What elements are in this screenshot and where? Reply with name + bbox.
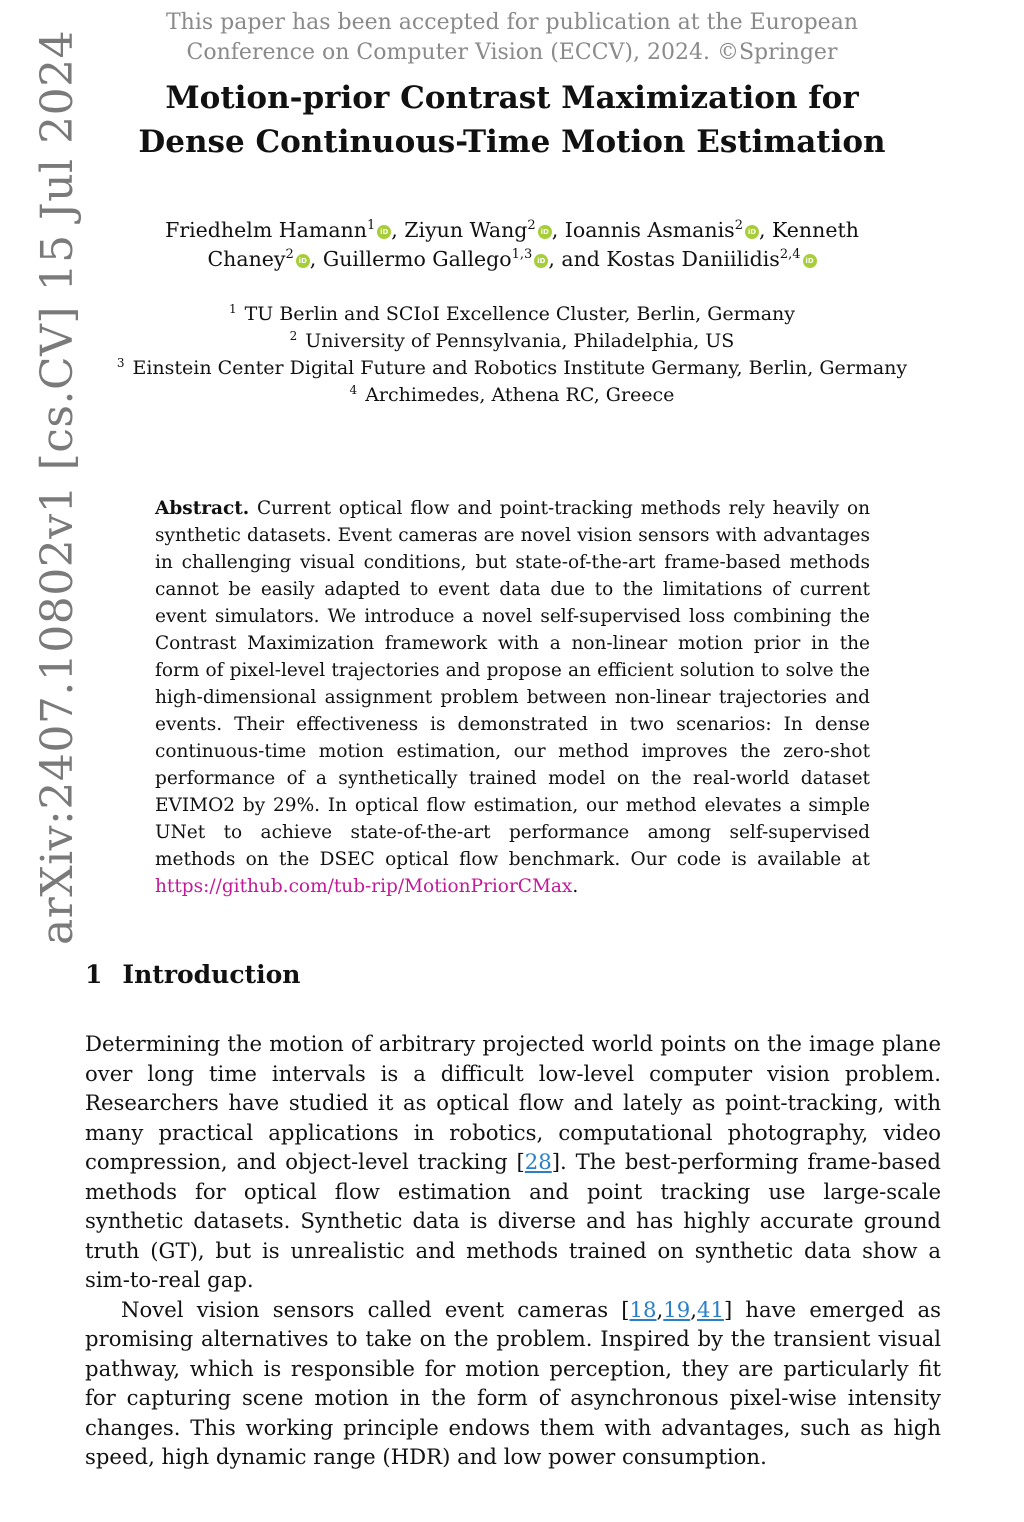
citation-separator: ,: [656, 1296, 664, 1322]
orcid-icon[interactable]: iD: [377, 225, 391, 239]
intro-text: ] have emerged as promising alternatives to take on the problem. Inspired by the transient visual pathway, which is responsible for motion perception, they are particularly fit for capturing scene motion in the form of asynchronous pixel-wise intensity changes. This working principle endows them with advantages, such as high speed, high dynamic range (HDR) and low power consumption.: [85, 1296, 941, 1469]
author-name: Guillermo Gallego: [322, 247, 512, 271]
author-separator: ,: [551, 218, 565, 242]
author-name: Friedhelm Hamann: [165, 218, 367, 242]
orcid-icon[interactable]: iD: [745, 225, 759, 239]
affiliation-number: 4: [349, 382, 358, 397]
author-name: Ioannis Asmanis: [564, 218, 735, 242]
author-name: Kostas Daniilidis: [606, 247, 780, 271]
intro-text: Determining the motion of arbitrary projected world points on the image plane over long time intervals is a difficult low-level computer vision problem. Researchers have studied it as optical flow and lately as point-tracking, with many practical applications in robotics, computational photography, video compression, and object-level tracking [: [85, 1031, 941, 1174]
author-affiliation-mark: 2: [527, 218, 536, 234]
abstract-label: Abstract.: [155, 498, 250, 519]
orcid-icon[interactable]: iD: [296, 254, 310, 268]
author-separator: ,: [309, 247, 323, 271]
author-affiliation-mark: 2: [734, 218, 743, 234]
intro-paragraph-2: [85, 1295, 941, 1472]
affiliation-text: Einstein Center Digital Future and Robotics Institute Germany, Berlin, Germany: [132, 357, 908, 379]
citation-link[interactable]: 28: [524, 1149, 552, 1174]
abstract-text: Current optical flow and point-tracking methods rely heavily on synthetic datasets. Event cameras are novel vision sensors with advantages in challenging visual conditions, but state-of-the-art frame-based methods cannot be easily adapted to event data due to the limitations of current event simulators. We introduce a novel self-supervised loss combining the Contrast Maximization framework with a non-linear motion prior in the form of pixel-level trajectories and propose an efficient solution to solve the high-dimensional assignment problem between non-linear trajectories and events. Their effectiveness is demonstrated in two scenarios: In dense continuous-time motion estimation, our method improves the zero-shot performance of a synthetically trained model on the real-world dataset EVIMO2 by 29%. In optical flow estimation, our method elevates a simple UNet to achieve state-of-the-art performance among self-supervised methods on the DSEC optical flow benchmark. Our code is available at: [155, 498, 871, 870]
orcid-icon[interactable]: iD: [534, 254, 548, 268]
introduction-body: [85, 1029, 941, 1472]
affiliation-item: [0, 382, 1024, 409]
author-separator: ,: [758, 218, 773, 242]
intro-paragraph-1: [85, 1029, 941, 1295]
publication-notice: [0, 8, 1024, 68]
abstract-end: .: [572, 876, 579, 897]
affiliation-number: 1: [228, 301, 237, 316]
affiliation-text: University of Pennsylvania, Philadelphia, US: [305, 330, 735, 352]
citation-separator: ,: [690, 1296, 697, 1322]
author-affiliation-mark: 1,3: [511, 247, 533, 263]
abstract: [155, 495, 870, 900]
affiliation-list: [0, 301, 1024, 409]
affiliation-item: [0, 355, 1024, 382]
author-list: [0, 216, 1024, 274]
publication-notice-line-1: This paper has been accepted for publication at the European: [165, 10, 858, 35]
publication-notice-line-2: Conference on Computer Vision (ECCV), 2024. ©Springer: [186, 40, 838, 65]
author-name-part: Kenneth: [772, 218, 859, 242]
affiliation-item: [0, 301, 1024, 328]
affiliation-number: 2: [289, 328, 298, 343]
author-line-2: [0, 245, 1024, 274]
author-affiliation-mark: 2,4: [779, 247, 801, 263]
abstract-paragraph: [155, 495, 870, 900]
citation-link[interactable]: 18: [629, 1296, 657, 1322]
author-line-1: [0, 216, 1024, 245]
section-heading: [85, 958, 300, 992]
author-name: Ziyun Wang: [404, 218, 528, 242]
affiliation-item: [0, 328, 1024, 355]
orcid-icon[interactable]: iD: [538, 225, 552, 239]
author-name-part: Chaney: [207, 247, 286, 271]
paper-title-line-2: Dense Continuous-Time Motion Estimation: [138, 124, 886, 160]
affiliation-text: Archimedes, Athena RC, Greece: [365, 384, 675, 406]
author-affiliation-mark: 1: [366, 218, 376, 234]
intro-text: Novel vision sensors called event cameras [: [121, 1296, 630, 1322]
author-separator: , and: [548, 247, 607, 271]
intro-text: ]. The best-performing frame-based methods for optical flow estimation and point tracking use large-scale synthetic datasets. Synthetic data is diverse and has highly accurate ground truth (GT), but is unrealistic and methods trained on synthetic data show a sim-to-real gap.: [85, 1149, 941, 1292]
affiliation-text: TU Berlin and SCIoI Excellence Cluster, Berlin, Germany: [244, 303, 796, 325]
section-number: 1: [85, 960, 103, 989]
arxiv-stamp: arXiv:2407.10802v1 [cs.CV] 15 Jul 2024: [32, 29, 83, 945]
citation-link[interactable]: 41: [696, 1296, 724, 1322]
author-affiliation-mark: 2: [285, 247, 294, 263]
paper-title-line-1: Motion-prior Contrast Maximization for: [165, 80, 859, 116]
affiliation-number: 3: [116, 355, 125, 370]
author-separator: ,: [391, 218, 405, 242]
paper-title: [0, 76, 1024, 164]
code-repository-link[interactable]: https://github.com/tub-rip/MotionPriorCMax: [155, 876, 573, 897]
citation-link[interactable]: 19: [663, 1296, 691, 1322]
orcid-icon[interactable]: iD: [803, 254, 817, 268]
section-title: Introduction: [122, 960, 301, 989]
